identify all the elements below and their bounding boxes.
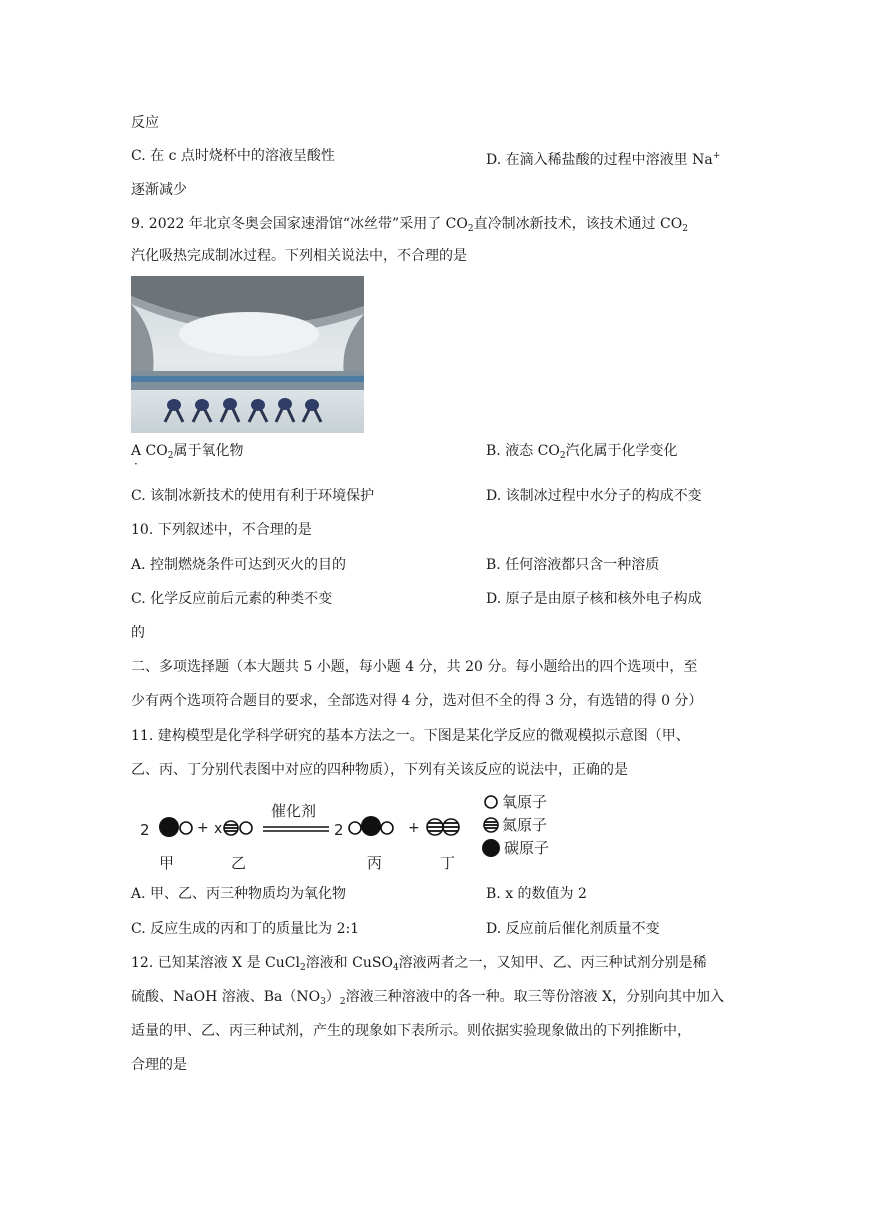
label-jia: 甲 [159, 854, 175, 872]
q9-option-c: C. 该制冰新技术的使用有利于环境保护 [131, 488, 375, 504]
section-2-heading: 二、多项选择题（本大题共 5 小题，每小题 4 分，共 20 分。每小题给出的四个选项中，至 [131, 659, 698, 675]
subscript: 2 [167, 451, 174, 461]
legend-oxygen-icon [485, 796, 497, 808]
option-c: C. 在 c 点时烧杯中的溶液呈酸性 [131, 148, 335, 164]
subscript: 2 [339, 997, 346, 1007]
q11-option-a: A. 甲、乙、丙三种物质均为氧化物 [131, 886, 347, 902]
question-11-text: 11. 建构模型是化学科学研究的基本方法之一。下图是某化学反应的微观模拟示意图（甲、 [131, 728, 690, 744]
plus-sign: + [408, 820, 420, 836]
coefficient-x: x [214, 821, 223, 837]
option-d [486, 146, 720, 166]
question-12-text-cont: 合理的是 [131, 1057, 187, 1073]
stray-dot: · [134, 457, 138, 471]
q11-option-d: D. 反应前后催化剂质量不变 [486, 921, 660, 937]
coefficient-c: 2 [334, 821, 344, 839]
subscript: 2 [299, 963, 306, 973]
q10-option-a: A. 控制燃烧条件可达到灭火的目的 [131, 557, 347, 573]
legend-carbon: 碳原子 [504, 839, 550, 857]
label-bing: 丙 [367, 854, 383, 872]
q12-text: 溶液和 CuSO [305, 955, 393, 971]
carbon-dioxide-molecule [349, 816, 393, 836]
section-2-heading-cont: 少有两个选项符合题目的要求，全部选对得 4 分，选对但不全的得 3 分，有选错的得 0 分） [131, 693, 703, 709]
question-11-text-cont: 乙、丙、丁分别代表图中对应的四种物质），下列有关该反应的说法中，正确的是 [131, 762, 628, 778]
ice-ribbon-photo [131, 276, 364, 433]
q12-text: 溶液两者之一，又知甲、乙、丙三种试剂分别是稀 [398, 955, 707, 971]
question-12-text-cont: 适量的甲、乙、丙三种试剂，产生的现象如下表所示。则依据实验现象做出的下列推断中， [131, 1023, 691, 1039]
q12-text: 溶液三种溶液中的各一种。取三等份溶液 X，分别向其中加入 [345, 989, 724, 1005]
question-9-text-cont: 汽化吸热完成制冰过程。下列相关说法中，不合理的是 [131, 248, 467, 264]
nitrogen-molecule [427, 819, 459, 835]
q9-option-a [131, 441, 243, 461]
q9-option-b [486, 441, 678, 461]
subscript: 4 [392, 963, 399, 973]
q10-option-b: B. 任何溶液都只含一种溶质 [486, 557, 660, 573]
q9-option-b-text: B. 液态 CO [486, 443, 560, 459]
subscript: 3 [320, 997, 326, 1007]
nitrogen-oxygen-molecule [224, 821, 252, 835]
q11-option-c: C. 反应生成的丙和丁的质量比为 2:1 [131, 921, 360, 937]
subscript: 2 [467, 224, 474, 234]
question-10-text: 10. 下列叙述中，不合理的是 [131, 522, 312, 538]
q9-option-a-text: 属于氧化物 [173, 443, 244, 459]
q11-option-b: B. x 的数值为 2 [486, 886, 587, 902]
q9-text: 9. 2022 年北京冬奥会国家速滑馆“冰丝带”采用了 CO [131, 216, 468, 232]
q12-text: 12. 已知某溶液 X 是 CuCl [131, 955, 300, 971]
q9-option-d: D. 该制冰过程中水分子的构成不变 [486, 488, 702, 504]
text-line: 反应 [131, 115, 159, 131]
q10-option-c: C. 化学反应前后元素的种类不变 [131, 591, 333, 607]
legend-carbon-icon [482, 839, 500, 857]
q12-text: ） [325, 989, 340, 1005]
legend-oxygen: 氧原子 [502, 793, 548, 811]
q10-option-d: D. 原子是由原子核和核外电子构成 [486, 591, 702, 607]
q9-text: 直冷制冰新技术，该技术通过 CO [473, 216, 683, 232]
q10-option-d-cont: 的 [131, 625, 145, 641]
catalyst-label: 催化剂 [271, 802, 317, 820]
subscript: 2 [559, 451, 566, 461]
label-yi: 乙 [231, 854, 247, 872]
question-9-text [131, 214, 688, 234]
legend-nitrogen: 氮原子 [502, 816, 548, 834]
option-d-text: D. 在滴入稀盐酸的过程中溶液里 Na [486, 152, 713, 168]
q12-text: 硫酸、NaOH 溶液、Ba（NO [131, 989, 321, 1005]
reaction-diagram [131, 788, 571, 874]
superscript: + [712, 151, 721, 161]
legend-nitrogen-icon [484, 818, 498, 832]
subscript: 2 [682, 224, 688, 234]
skating-hall-image [131, 276, 364, 433]
label-ding: 丁 [440, 854, 456, 872]
question-12-text [131, 953, 707, 973]
coefficient-a: 2 [140, 821, 150, 839]
oxygen-atom [180, 822, 192, 834]
plus-sign: + [197, 820, 209, 836]
question-12-text-cont [131, 987, 724, 1007]
carbon-atom [159, 817, 179, 837]
q9-option-a-text: A CO [131, 443, 168, 459]
q9-option-b-text: 汽化属于化学变化 [565, 443, 678, 459]
text-line: 逐渐减少 [131, 182, 187, 198]
